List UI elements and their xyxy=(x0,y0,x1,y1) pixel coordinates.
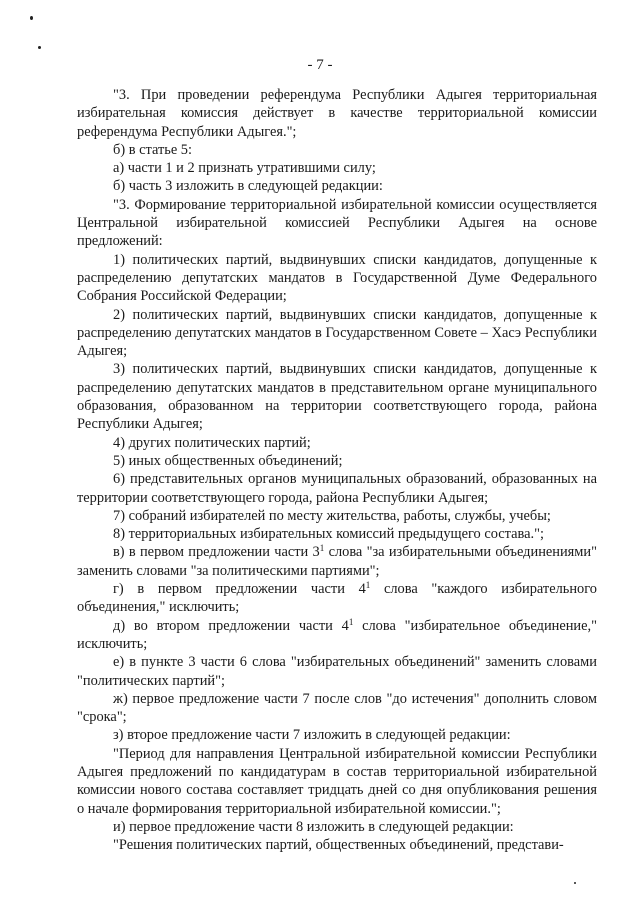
paragraph: 8) территориальных избирательных комиссий предыдущего состава."; xyxy=(113,526,544,543)
paragraph-text: г) в первом предложении части 4 xyxy=(113,581,366,598)
paragraph: 1) политических партий, выдвинувших списки кандидатов, допущенные к распределению депутатских мандатов в Государственной Думе Федерального Собрания Российской Федерации; xyxy=(77,251,597,305)
paragraph: з) второе предложение части 7 изложить в следующей редакции: xyxy=(113,727,511,744)
page-number: - 7 - xyxy=(307,57,333,73)
paragraph-text: слова "за избирательными объединениями" заменить словами "за политическими партиями"; xyxy=(77,544,597,579)
paragraph: б) часть 3 изложить в следующей редакции: xyxy=(113,178,383,195)
paragraph: а) части 1 и 2 признать утратившими силу; xyxy=(113,160,376,177)
superscript: 1 xyxy=(319,543,325,554)
paragraph-text: в) в первом предложении части 3 xyxy=(113,544,320,561)
paragraph xyxy=(77,543,597,580)
paragraph: "3. Формирование территориальной избирательной комиссии осуществляется Центральной избирательной комиссией Республики Адыгея на основе предложений: xyxy=(77,196,597,250)
paragraph: б) в статье 5: xyxy=(113,141,193,158)
superscript: 1 xyxy=(348,616,354,627)
scan-speck xyxy=(38,46,41,49)
paragraph: 3) политических партий, выдвинувших списки кандидатов, допущенные к распределению депутатских мандатов в представительном органе муниципального образования, образованном на территории соответствующего города, района Республики Адыгея; xyxy=(77,361,597,433)
paragraph: 2) политических партий, выдвинувших списки кандидатов, допущенные к распределению депутатских мандатов в Государственном Совете – Хасэ Республики Адыгея; xyxy=(77,306,597,360)
superscript: 1 xyxy=(365,580,371,591)
paragraph: е) в пункте 3 части 6 слова "избирательных объединений" заменить словами "политических партий"; xyxy=(77,654,597,689)
paragraph: "Решения политических партий, общественных объединений, представи- xyxy=(113,837,564,854)
paragraph-text: д) во втором предложении части 4 xyxy=(113,617,349,634)
paragraph: "3. При проведении референдума Республики Адыгея территориальная избирательная комиссия действует в качестве территориальной комиссии референдума Республики Адыгея."; xyxy=(77,87,597,140)
paragraph xyxy=(77,617,597,654)
paragraph-text: слова "каждого избирательного объединения," исключить; xyxy=(77,581,597,616)
scan-speck xyxy=(574,882,576,884)
paragraph xyxy=(77,580,597,617)
paragraph: "Период для направления Центральной избирательной комиссии Республики Адыгея предложений по кандидатурам в состав территориальной избирательной комиссии нового состава составляет тридцать дней со дня опубликования решения о начале формирования территориальной избирательной комиссии."; xyxy=(77,745,597,817)
paragraph: 6) представительных органов муниципальных образований, образованных на территории соответствующего города, района Республики Адыгея; xyxy=(77,471,597,506)
paragraph-text: слова "избирательное объединение," исключить; xyxy=(77,617,597,652)
paragraph: и) первое предложение части 8 изложить в следующей редакции: xyxy=(113,818,514,835)
scan-speck xyxy=(30,16,33,20)
document-body xyxy=(77,86,597,854)
paragraph: 4) других политических партий; xyxy=(113,434,311,451)
paragraph: 7) собраний избирателей по месту жительства, работы, службы, учебы; xyxy=(113,507,551,524)
paragraph: ж) первое предложение части 7 после слов "до истечения" дополнить словом "срока"; xyxy=(77,690,597,726)
paragraph: 5) иных общественных объединений; xyxy=(113,452,343,469)
